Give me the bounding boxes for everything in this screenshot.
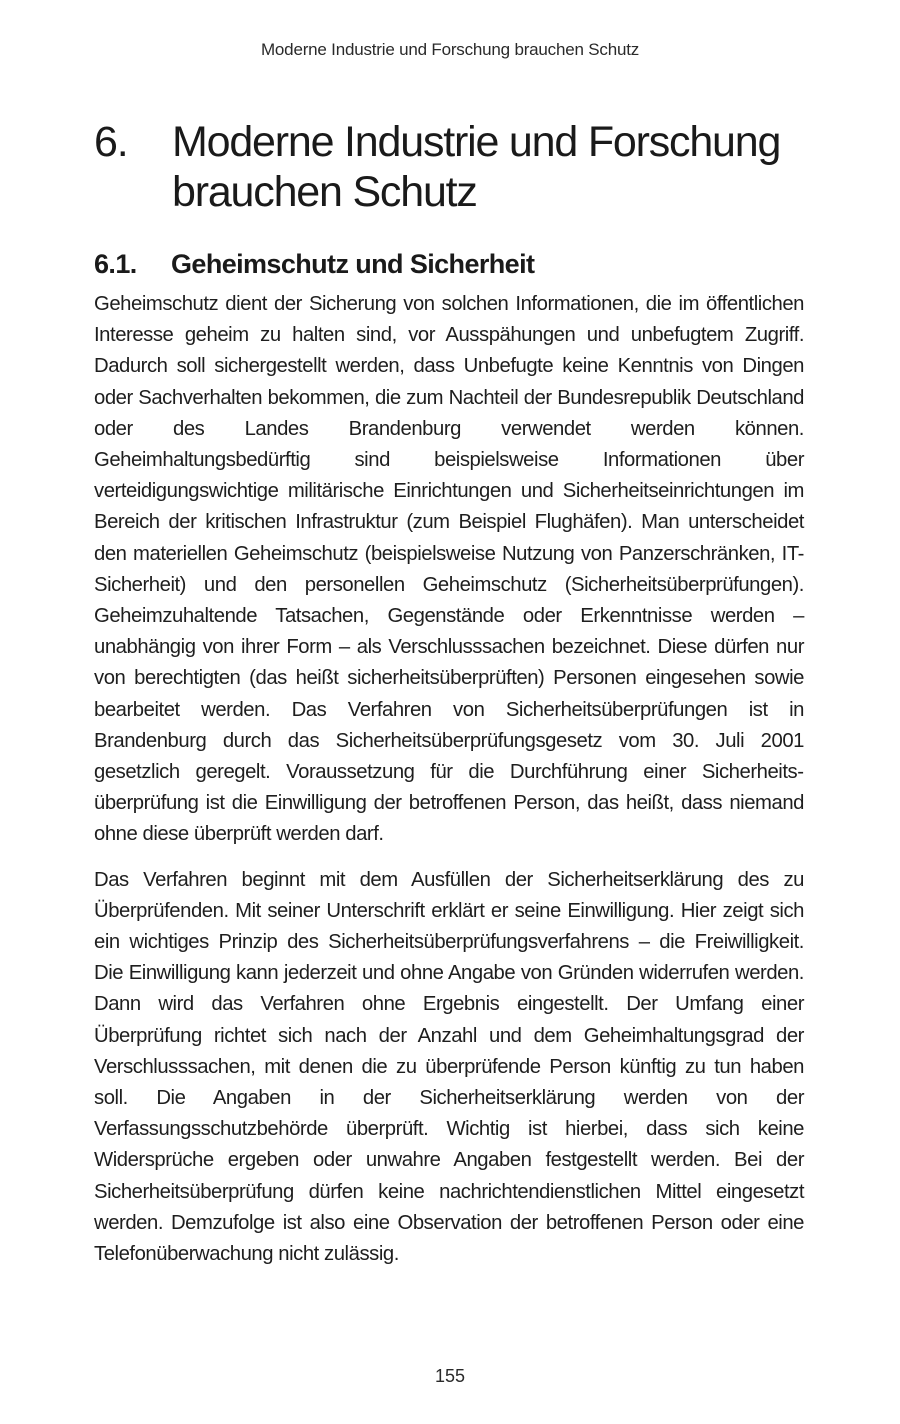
section-heading bbox=[94, 246, 814, 282]
section-number: 6.1. bbox=[94, 249, 137, 280]
body-text bbox=[94, 289, 804, 1284]
paragraph-1: Geheimschutz dient der Sicherung von solchen Informationen, die im öffentlichen Interesse geheim zu halten sind, vor Ausspähungen und unbefugtem Zugriff. Dadurch soll sichergestellt werden, dass Unbefugte keine Kenntnis von Dingen oder Sachverhalten bekommen, die zum Nachteil der Bundesrepublik Deutschland oder des Landes Brandenburg verwendet werden können. Geheimhaltungsbedürftig sind beispielsweise Informationen über verteidigungswichtige militärische Einrichtungen und Sicherheitseinrichtungen im Bereich der kritischen Infrastruktur (zum Beispiel Flughäfen). Man unterscheidet den materiellen Geheimschutz (beispielsweise Nutzung von Panzerschränken, IT-Sicherheit) und den personellen Geheimschutz (Sicherheitsüberprüfungen). Geheimzuhaltende Tatsachen, Gegenstände oder Erkenntnisse werden – unabhängig von ihrer Form – als Verschlusssachen bezeichnet. Diese dürfen nur von berechtigten (das heißt sicherheitsüberprüften) Personen eingesehen sowie bearbeitet werden. Das Verfahren von Sicherheitsüberprüfungen ist in Brandenburg durch das Sicherheitsüberprüfungsgesetz vom 30. Juli 2001 gesetzlich geregelt. Voraussetzung für die Durchführung einer Sicherheitsüberprüfung ist die Einwilligung der betroffenen Person, das heißt, dass niemand ohne diese überprüft werden darf. bbox=[94, 293, 804, 846]
chapter-heading bbox=[94, 117, 814, 217]
chapter-title: Moderne Industrie und Forschung brauchen Schutz bbox=[172, 117, 781, 216]
section-title: Geheimschutz und Sicherheit bbox=[171, 249, 535, 280]
running-header: Moderne Industrie und Forschung brauchen Schutz bbox=[260, 40, 640, 59]
chapter-number: 6. bbox=[94, 117, 128, 166]
paragraph-2: Das Verfahren beginnt mit dem Ausfüllen der Sicherheitserklärung des zu Überprüfenden. Mit seiner Unterschrift erklärt er seine Einwilligung. Hier zeigt sich ein wichtiges Prinzip des Sicherheitsüberprüfungsverfahrens – die Freiwilligkeit. Die Einwilligung kann jederzeit und ohne Angabe von Gründen widerrufen werden. Dann wird das Verfahren ohne Ergebnis eingestellt. Der Umfang einer Überprüfung richtet sich nach der Anzahl und dem Geheimhaltungsgrad der Verschlusssachen, mit denen die zu überprüfende Person künftig zu tun haben soll. Die Angaben in der Sicherheitserklärung werden von der Verfassungsschutzbehörde überprüft. Wichtig ist hierbei, dass sich keine Widersprüche ergeben oder unwahre Angaben festgestellt werden. Bei der Sicherheitsüberprüfung dürfen keine nachrichtendienstlichen Mittel eingesetzt werden. Demzufolge ist also eine Observation der betroffenen Person oder eine Telefonüberwachung nicht zulässig. bbox=[94, 868, 804, 1266]
page-number: 155 bbox=[434, 1366, 466, 1386]
